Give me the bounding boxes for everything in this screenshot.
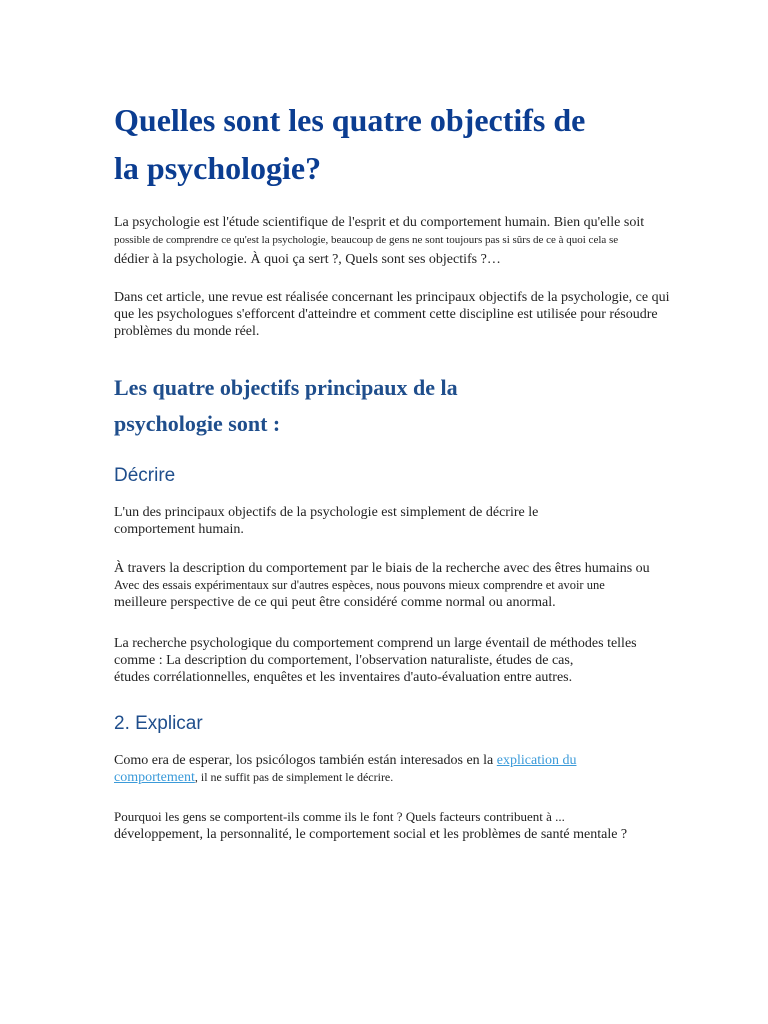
text-line: La recherche psychologique du comportement comprend un large éventail de méthodes telles [114, 636, 637, 651]
text-line: L'un des principaux objectifs de la psychologie est simplement de décrire le [114, 505, 539, 520]
title-line: Quelles sont les quatre objectifs de [114, 102, 586, 138]
text-line: études corrélationnelles, enquêtes et les inventaires d'auto-évaluation entre autres. [114, 670, 573, 685]
subsection-heading-explicar [114, 712, 674, 736]
text-line: dédier à la psychologie. À quoi ça sert ?, Quels sont ses objectifs ?… [114, 252, 501, 267]
article-paragraph [114, 808, 674, 843]
article-paragraph [114, 289, 674, 340]
text-line: Dans cet article, une revue est réalisée concernant les principaux objectifs de la psychologie, ce qui [114, 290, 670, 305]
comportement-link[interactable]: comportement [114, 770, 195, 785]
text-line: La psychologie est l'étude scientifique de l'esprit et du comportement humain. Bien qu'elle soit [114, 215, 645, 230]
article-paragraph [114, 560, 674, 611]
intro-paragraph [114, 214, 674, 268]
text-line: À travers la description du comportement par le biais de la recherche avec des êtres humains ou [114, 561, 650, 576]
page-title [114, 96, 674, 192]
heading-text: 2. Explicar [114, 713, 203, 734]
text-line: comme : La description du comportement, l'observation naturaliste, études de cas, [114, 653, 574, 668]
heading-line: psychologie sont : [114, 411, 281, 436]
section-heading [114, 370, 674, 442]
heading-line: Les quatre objectifs principaux de la [114, 375, 458, 400]
subsection-heading-decrire [114, 464, 674, 488]
article-paragraph [114, 504, 674, 538]
text-line: problèmes du monde réel. [114, 324, 260, 339]
text-line: que les psychologues s'efforcent d'atteindre et comment cette discipline est utilisée pour résoudre [114, 307, 658, 322]
text-line: meilleure perspective de ce qui peut être considéré comme normal ou anormal. [114, 595, 556, 610]
article-paragraph [114, 635, 674, 686]
text-line: Pourquoi les gens se comportent-ils comme ils le font ? Quels facteurs contribuent à ... [114, 809, 565, 824]
text-line: comportement humain. [114, 522, 244, 537]
text-span: , il ne suffit pas de simplement le décrire. [194, 770, 394, 784]
text-line: Avec des essais expérimentaux sur d'autres espèces, nous pouvons mieux comprendre et avoir une [114, 578, 605, 592]
heading-text: Décrire [114, 465, 176, 486]
text-span: Como era de esperar, los psicólogos también están interesados en la [114, 753, 497, 768]
text-line: possible de comprendre ce qu'est la psychologie, beaucoup de gens ne sont toujours pas si sûrs de ce à quoi cela se [114, 234, 619, 246]
explication-link[interactable]: explication du [496, 753, 577, 768]
article-paragraph [114, 752, 674, 786]
text-line: développement, la personnalité, le comportement social et les problèmes de santé mentale ? [114, 827, 628, 842]
title-line: la psychologie? [114, 150, 322, 186]
